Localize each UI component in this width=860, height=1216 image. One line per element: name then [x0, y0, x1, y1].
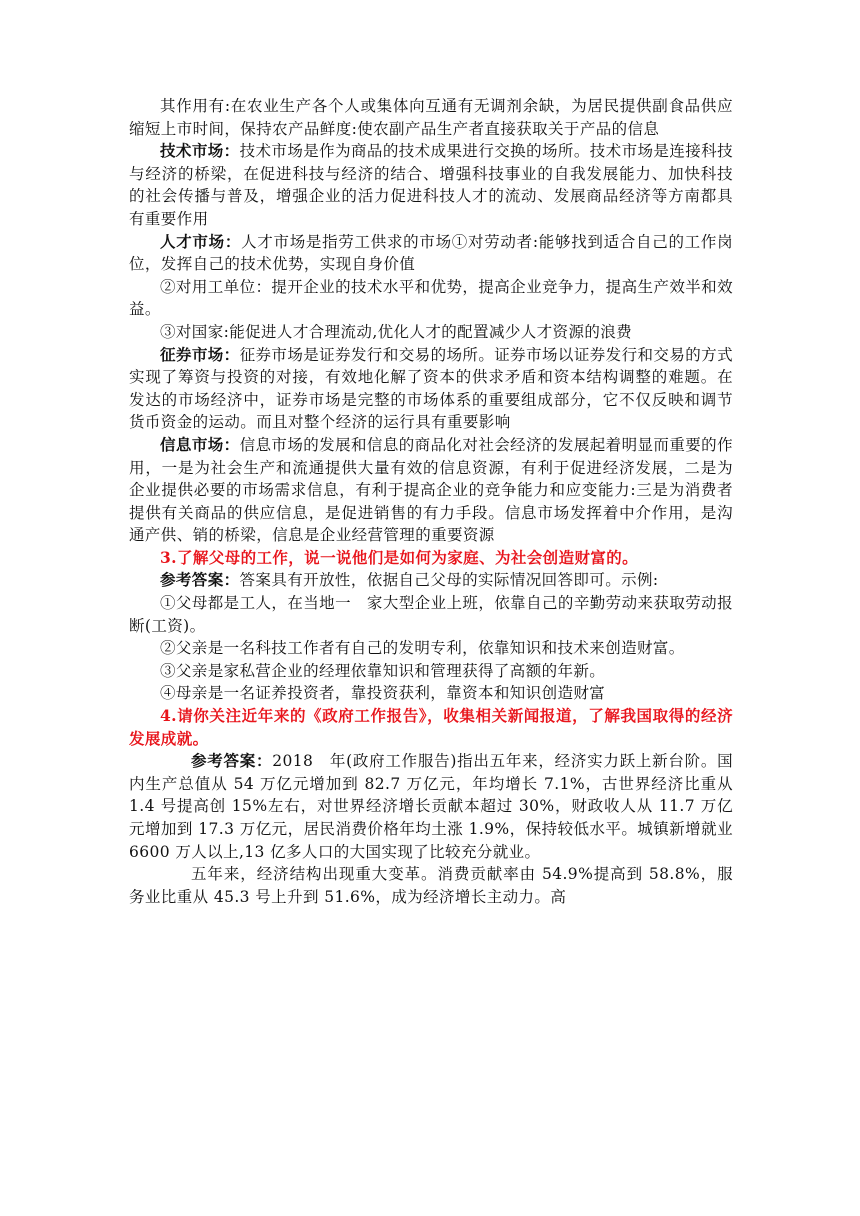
answer-3: 参考答案：答案具有开放性，依据自己父母的实际情况回答即可。示例: [160, 570, 659, 590]
paragraph-talent-market: 人才市场：人才市场是指劳工供求的市场①对劳动者:能够找到适合自己的工作岗位，发挥自己的技术优势，实现自身价值 [129, 231, 733, 274]
answer-4-label: 参考答案： [191, 751, 273, 771]
answer-3-example-3: ③父亲是家私营企业的经理依靠知识和管理获得了高额的年新。 [160, 661, 606, 680]
paragraph-info-market: 信息市场：信息市场的发展和信息的商品化对社会经济的发展起着明显而重要的作用，一是为社会生产和流通提供大量有效的信息资源，有利于促进经济发展，二是为企业提供必要的市场需求信息，有利于提高企业的竞争能力和应变能力:三是为消费者提供有关商品的供应信息，是促进销售的有力手段。信息市场发挥着中介作用，是沟通产供、销的桥梁，信息是企业经营管理的重要资源 [129, 434, 733, 545]
answer-4-followup: 五年来，经济结构出现重大变革。消费贡献率由 54.9%提高到 58.8%，服务业比重从 45.3 号上升到 51.6%，成为经济增长主动力。高 [129, 865, 733, 906]
paragraph-talent-country: ③对国家:能促进人才合理流动,优化人才的配置减少人才资源的浪费 [160, 322, 633, 341]
answer-3-example-1: ①父母都是工人，在当地一 家大型企业上班，依靠自己的辛勤劳动来获取劳动报断(工资)。 [129, 594, 733, 635]
answer-4: 参考答案：2018 年(政府工作服告)指出五年来，经济实力跃上新台阶。国内生产总值从 54 万亿元增加到 82.7 万亿元，年均增长 7.1%，古世界经济比重从 1.4 号提高创 15%左右，对世界经济增长贡献本超过 30%，财政收人从 11.7 万亿元增加到 17.3 万亿元，居民消费价格年均土涨 1.9%，保持较低水平。城镇新增就业 6600 万人以上,13 亿多人口的大国实现了比较充分就业。 [129, 751, 733, 861]
paragraph-securities-market: 征券市场：征券市场是证券发行和交易的场所。证券市场以证券发行和交易的方式实现了筹资与投资的对接，有效地化解了资本的供求矛盾和资本结构调整的难题。在发达的市场经济中，证券市场是完整的市场体系的重要组成部分，它不仅反映和调节货币资金的运动。而且对整个经济的运行具有重要影响 [129, 344, 733, 432]
answer-3-example-2: ②父亲是一名科技工作者有自己的发明专利，依靠知识和技术来创造财富。 [160, 639, 685, 658]
answer-3-label: 参考答案： [160, 570, 240, 590]
paragraph-talent-employer: ②对用工单位：提开企业的技术水平和优势，提高企业竞争力，提高生产效半和效益。 [129, 277, 733, 319]
answer-3-example-4: ④母亲是一名证养投资者，靠投资获利，靠资本和知识创造财富 [160, 684, 606, 703]
paragraph-tech-market: 技术市场：技术市场是作为商品的技术成果进行交换的场所。技术市场是连接科技与经济的桥梁，在促进科技与经济的结合、增强科技事业的自我发展能力、加快科技的社会传播与普及，增强企业的活力促进科技人才的流动、发展商品经济等方南都具有重要作用 [129, 141, 733, 228]
term-tech-market: 技术市场： [160, 141, 240, 161]
paragraph-market-function: 其作用有:在农业生产各个人或集体向互通有无调剂余缺，为居民提供副食品供应缩短上市时间，保持农产品鲜度:使农副产品生产者直接获取关于产品的信息 [129, 97, 733, 138]
term-talent-market: 人才市场： [160, 231, 242, 251]
term-info-market: 信息市场： [160, 434, 240, 454]
term-securities-market: 征券市场： [160, 344, 240, 364]
question-3: 3.了解父母的工作，说一说他们是如何为家庭、为社会创造财富的。 [160, 547, 639, 567]
document-page [129, 95, 733, 908]
question-4: 4.请你关注近年来的《政府工作报告》，收集相关新闻报道，了解我国取得的经济发展成就。 [129, 706, 733, 748]
